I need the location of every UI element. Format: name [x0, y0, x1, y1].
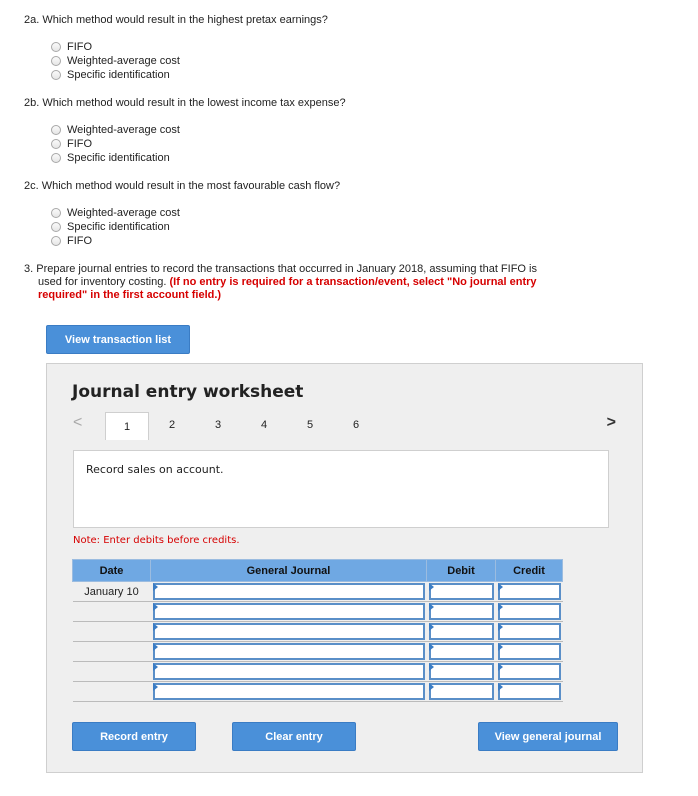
- debit-field[interactable]: [427, 622, 496, 642]
- date-cell: January 10: [73, 582, 151, 602]
- tab-3[interactable]: 3: [214, 419, 222, 431]
- debit-field[interactable]: [427, 642, 496, 662]
- option-2a-weighted[interactable]: Weighted-average cost: [51, 54, 180, 68]
- dropdown-arrow-icon: [498, 643, 503, 651]
- radio-button[interactable]: [51, 236, 61, 246]
- header-date: Date: [73, 560, 151, 582]
- debit-credit-note: Note: Enter debits before credits.: [73, 535, 240, 546]
- dropdown-arrow-icon: [498, 683, 503, 691]
- date-cell: [73, 682, 151, 702]
- option-2b-specific[interactable]: Specific identification: [51, 151, 180, 165]
- chevron-right-icon[interactable]: >: [606, 414, 616, 431]
- transaction-description: Record sales on account.: [73, 450, 609, 528]
- radio-button[interactable]: [51, 222, 61, 232]
- date-cell: [73, 642, 151, 662]
- debit-field[interactable]: [427, 582, 496, 602]
- record-entry-button[interactable]: Record entry: [72, 722, 196, 751]
- options-2c: [51, 206, 180, 248]
- dropdown-arrow-icon: [429, 603, 434, 611]
- dropdown-arrow-icon: [153, 643, 158, 651]
- chevron-left-icon[interactable]: <: [73, 414, 83, 431]
- question-2b: 2b. Which method would result in the lowest income tax expense?: [24, 97, 346, 109]
- header-general-journal: General Journal: [151, 560, 427, 582]
- credit-field[interactable]: [496, 662, 563, 682]
- radio-button[interactable]: [51, 56, 61, 66]
- header-credit: Credit: [496, 560, 563, 582]
- view-general-journal-button[interactable]: View general journal: [478, 722, 618, 751]
- tab-1[interactable]: 1: [105, 412, 149, 440]
- clear-entry-button[interactable]: Clear entry: [232, 722, 356, 751]
- dropdown-arrow-icon: [429, 583, 434, 591]
- tab-2[interactable]: 2: [168, 419, 176, 431]
- table-row: [73, 642, 563, 662]
- radio-button[interactable]: [51, 42, 61, 52]
- account-field[interactable]: [151, 682, 427, 702]
- options-2b: [51, 123, 180, 165]
- dropdown-arrow-icon: [153, 603, 158, 611]
- account-field[interactable]: [151, 622, 427, 642]
- option-2a-fifo[interactable]: FIFO: [51, 40, 180, 54]
- credit-field[interactable]: [496, 682, 563, 702]
- option-2c-fifo[interactable]: FIFO: [51, 234, 180, 248]
- dropdown-arrow-icon: [429, 683, 434, 691]
- option-2c-specific[interactable]: Specific identification: [51, 220, 180, 234]
- option-2b-fifo[interactable]: FIFO: [51, 137, 180, 151]
- question-2c: 2c. Which method would result in the most favourable cash flow?: [24, 180, 341, 192]
- tab-4[interactable]: 4: [260, 419, 268, 431]
- date-cell: [73, 602, 151, 622]
- option-2b-weighted[interactable]: Weighted-average cost: [51, 123, 180, 137]
- radio-button[interactable]: [51, 208, 61, 218]
- dropdown-arrow-icon: [498, 663, 503, 671]
- dropdown-arrow-icon: [498, 603, 503, 611]
- question-2a: 2a. Which method would result in the highest pretax earnings?: [24, 14, 328, 26]
- dropdown-arrow-icon: [429, 643, 434, 651]
- dropdown-arrow-icon: [153, 623, 158, 631]
- radio-button[interactable]: [51, 70, 61, 80]
- radio-button[interactable]: [51, 125, 61, 135]
- dropdown-arrow-icon: [498, 623, 503, 631]
- table-row: [73, 602, 563, 622]
- table-row: [73, 582, 563, 602]
- tab-6[interactable]: 6: [352, 419, 360, 431]
- journal-entry-worksheet: [46, 363, 643, 773]
- credit-field[interactable]: [496, 622, 563, 642]
- dropdown-arrow-icon: [153, 583, 158, 591]
- table-row: [73, 682, 563, 702]
- credit-field[interactable]: [496, 642, 563, 662]
- dropdown-arrow-icon: [498, 583, 503, 591]
- radio-button[interactable]: [51, 139, 61, 149]
- debit-field[interactable]: [427, 682, 496, 702]
- header-debit: Debit: [427, 560, 496, 582]
- dropdown-arrow-icon: [429, 623, 434, 631]
- options-2a: [51, 40, 180, 82]
- tab-5[interactable]: 5: [306, 419, 314, 431]
- date-cell: [73, 662, 151, 682]
- journal-table: [72, 559, 563, 702]
- account-field[interactable]: [151, 642, 427, 662]
- account-field[interactable]: [151, 602, 427, 622]
- debit-field[interactable]: [427, 602, 496, 622]
- debit-field[interactable]: [427, 662, 496, 682]
- credit-field[interactable]: [496, 602, 563, 622]
- question-3: 3. Prepare journal entries to record the transactions that occurred in January 2018, assuming that FIFO is used for inventory costing. (If no entry is required for a transaction/event, select "No journal entry required" in the first account field.): [24, 263, 537, 301]
- worksheet-title: Journal entry worksheet: [72, 382, 304, 402]
- dropdown-arrow-icon: [429, 663, 434, 671]
- radio-button[interactable]: [51, 153, 61, 163]
- option-2c-weighted[interactable]: Weighted-average cost: [51, 206, 180, 220]
- option-2a-specific[interactable]: Specific identification: [51, 68, 180, 82]
- view-transaction-list-button[interactable]: View transaction list: [46, 325, 190, 354]
- dropdown-arrow-icon: [153, 663, 158, 671]
- account-field[interactable]: [151, 662, 427, 682]
- dropdown-arrow-icon: [153, 683, 158, 691]
- date-cell: [73, 622, 151, 642]
- credit-field[interactable]: [496, 582, 563, 602]
- account-field[interactable]: [151, 582, 427, 602]
- table-row: [73, 662, 563, 682]
- table-row: [73, 622, 563, 642]
